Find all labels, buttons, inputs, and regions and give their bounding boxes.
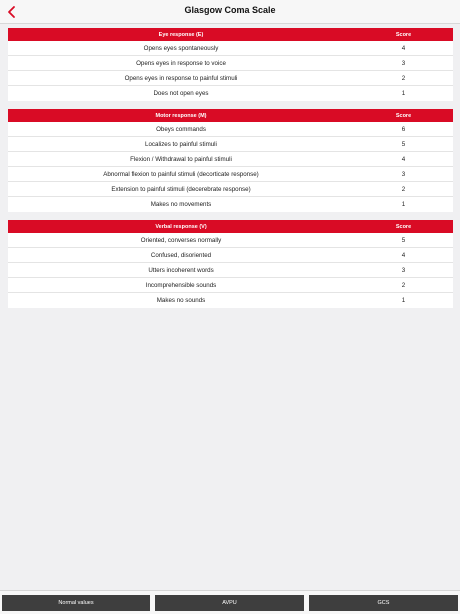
- page-title: Glasgow Coma Scale: [184, 5, 276, 15]
- table-row[interactable]: [8, 293, 453, 308]
- table-row[interactable]: [8, 182, 453, 197]
- content-area: [0, 25, 460, 590]
- criterion-label: Abnormal flexion to painful stimuli (decorticate response): [103, 170, 259, 178]
- score-value: 1: [401, 201, 406, 208]
- tab-avpu[interactable]: AVPU: [155, 595, 304, 611]
- score-value: 4: [401, 251, 406, 259]
- criterion-label: Oriented, converses normally: [140, 236, 222, 244]
- section-title: Verbal response (V): [155, 223, 207, 230]
- score-value: 5: [401, 236, 406, 244]
- criterion-label: Extension to painful stimuli (decerebrate response): [111, 185, 251, 193]
- section-header: [8, 220, 453, 233]
- section-title: Eye response (E): [158, 31, 204, 38]
- score-value: 5: [401, 140, 406, 148]
- section-header: [8, 109, 453, 122]
- table-row[interactable]: [8, 56, 453, 71]
- score-value: 3: [401, 170, 406, 178]
- score-value: 1: [401, 297, 406, 304]
- tab-gcs[interactable]: GCS: [309, 595, 458, 611]
- score-column-header: Score: [395, 112, 412, 119]
- criterion-label: Confused, disoriented: [150, 251, 212, 259]
- criterion-label: Localizes to painful stimuli: [145, 140, 217, 148]
- table-row[interactable]: [8, 197, 453, 212]
- criterion-label: Obeys commands: [156, 125, 206, 133]
- score-value: 4: [401, 155, 406, 163]
- table-row[interactable]: [8, 41, 453, 56]
- criterion-label: Opens eyes spontaneously: [143, 44, 219, 52]
- score-value: 6: [401, 125, 406, 133]
- navigation-bar: [0, 0, 460, 24]
- score-value: 4: [401, 44, 406, 52]
- table-row[interactable]: [8, 278, 453, 293]
- criterion-label: Opens eyes in response to voice: [136, 59, 226, 67]
- criterion-label: Makes no movements: [150, 201, 212, 208]
- criterion-label: Flexion / Withdrawal to painful stimuli: [130, 155, 232, 163]
- table-row[interactable]: [8, 263, 453, 278]
- table-row[interactable]: [8, 86, 453, 101]
- score-value: 2: [401, 74, 406, 82]
- score-value: 3: [401, 266, 406, 274]
- bottom-tab-bar: [0, 590, 460, 614]
- table-row[interactable]: [8, 137, 453, 152]
- eye-response-section: [8, 28, 453, 101]
- table-row[interactable]: [8, 122, 453, 137]
- section-header: [8, 28, 453, 41]
- score-value: 2: [401, 281, 406, 289]
- table-row[interactable]: [8, 248, 453, 263]
- score-value: 1: [401, 90, 406, 97]
- motor-response-section: [8, 109, 453, 212]
- table-row[interactable]: [8, 233, 453, 248]
- criterion-label: Opens eyes in response to painful stimuli: [124, 74, 238, 82]
- criterion-label: Makes no sounds: [156, 297, 206, 304]
- criterion-label: Utters incoherent words: [148, 266, 214, 274]
- score-column-header: Score: [395, 31, 412, 38]
- criterion-label: Incomprehensible sounds: [145, 281, 217, 289]
- table-row[interactable]: [8, 71, 453, 86]
- score-column-header: Score: [395, 223, 412, 230]
- section-title: Motor response (M): [155, 112, 207, 119]
- criterion-label: Does not open eyes: [153, 90, 209, 97]
- score-value: 3: [401, 59, 406, 67]
- table-row[interactable]: [8, 167, 453, 182]
- score-value: 2: [401, 185, 406, 193]
- verbal-response-section: [8, 220, 453, 308]
- tab-normal-values[interactable]: Normal values: [2, 595, 150, 611]
- table-row[interactable]: [8, 152, 453, 167]
